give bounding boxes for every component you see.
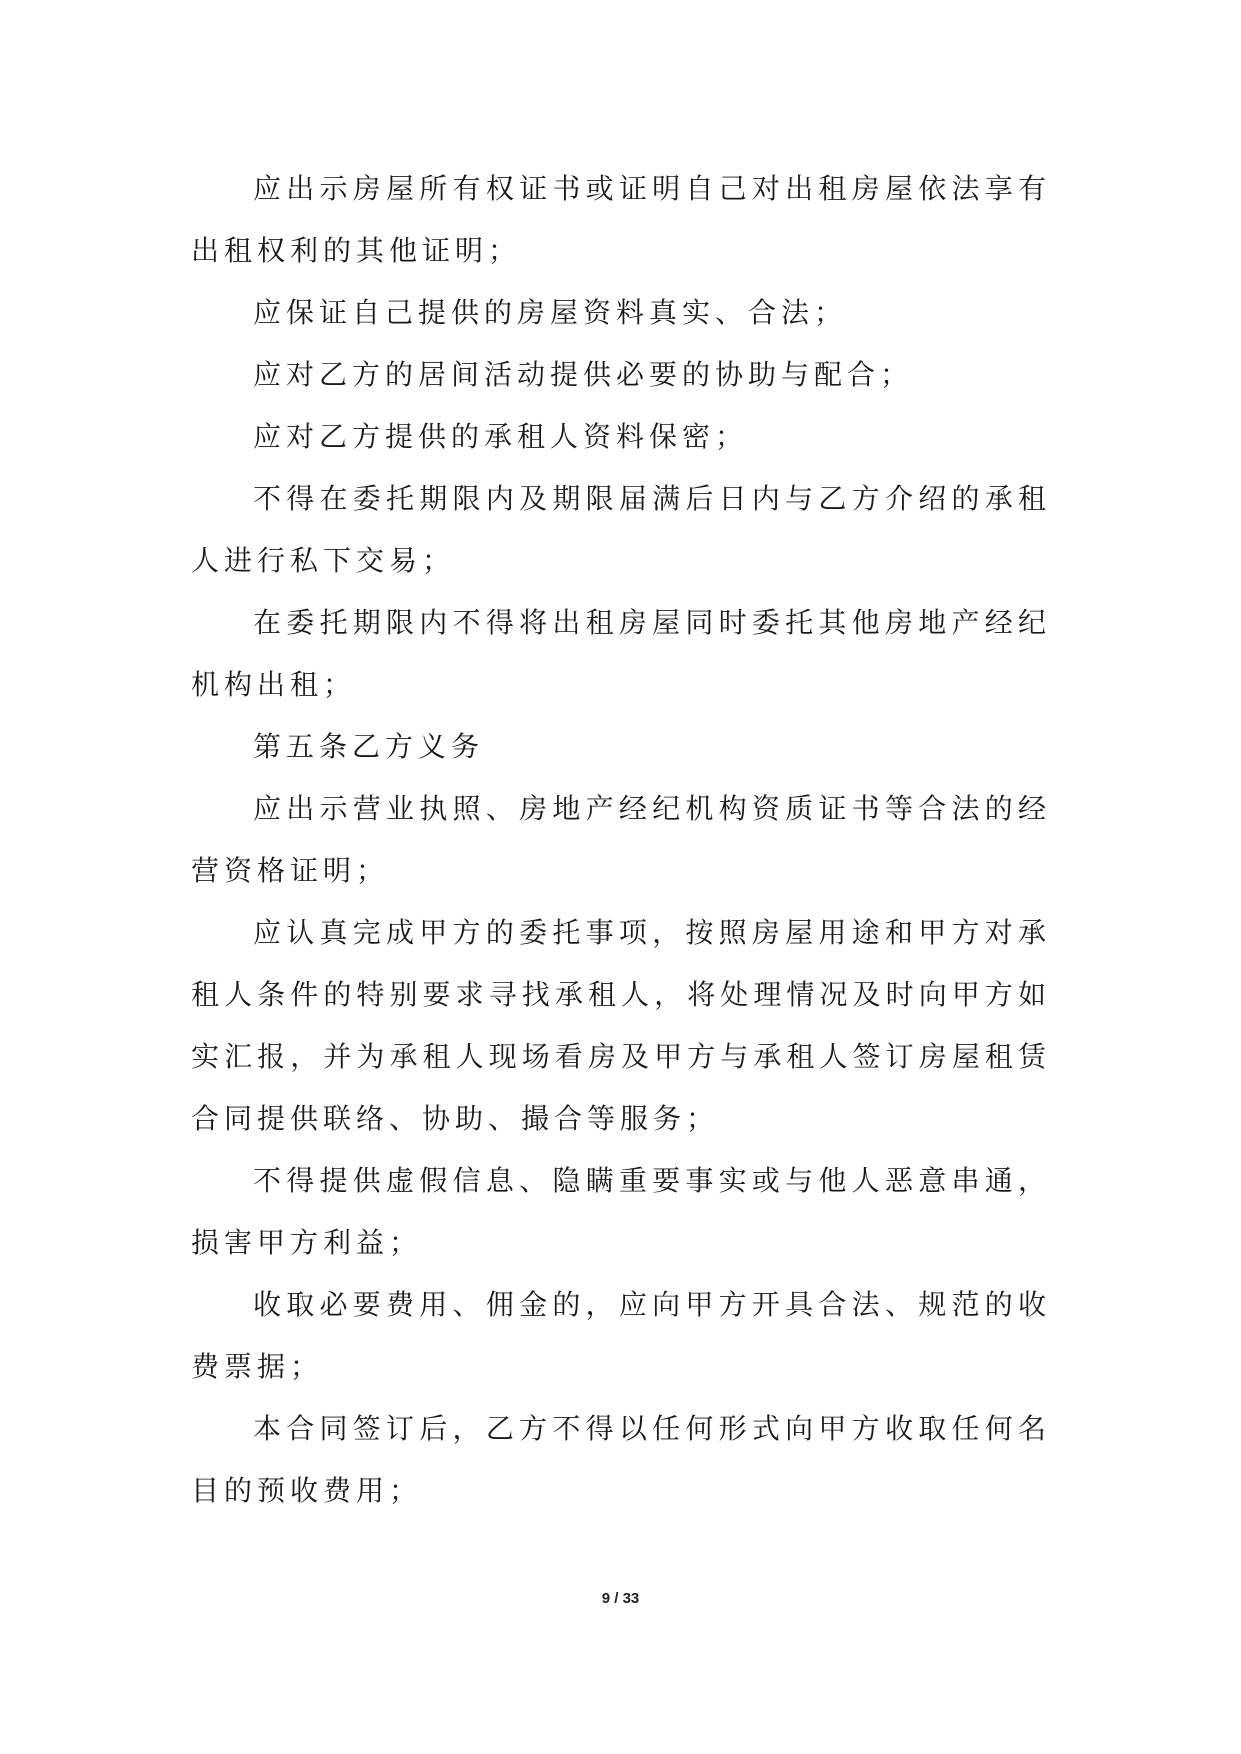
paragraph: 不得在委托期限内及期限届满后日内与乙方介绍的承租人进行私下交易； bbox=[191, 482, 1051, 577]
paragraph: 在委托期限内不得将出租房屋同时委托其他房地产经纪机构出租； bbox=[191, 606, 1051, 701]
paragraph: 应出示营业执照、房地产经纪机构资质证书等合法的经营资格证明； bbox=[191, 792, 1051, 887]
paragraph: 应对乙方的居间活动提供必要的协助与配合； bbox=[253, 358, 914, 391]
paragraph: 应保证自己提供的房屋资料真实、合法； bbox=[253, 296, 848, 329]
paragraph: 应对乙方提供的承租人资料保密； bbox=[253, 420, 749, 453]
paragraph: 不得提供虚假信息、隐瞒重要事实或与他人恶意串通，损害甲方利益； bbox=[191, 1164, 1051, 1259]
paragraph: 收取必要费用、佣金的，应向甲方开具合法、规范的收费票据； bbox=[191, 1288, 1051, 1383]
page-number: 9 / 33 bbox=[601, 1590, 640, 1607]
paragraph: 应出示房屋所有权证书或证明自己对出租房屋依法享有出租权利的其他证明； bbox=[191, 172, 1051, 267]
paragraph: 本合同签订后，乙方不得以任何形式向甲方收取任何名目的预收费用； bbox=[191, 1412, 1051, 1507]
paragraph: 应认真完成甲方的委托事项，按照房屋用途和甲方对承租人条件的特别要求寻找承租人，将处理情况及时向甲方如实汇报，并为承租人现场看房及甲方与承租人签订房屋租赁合同提供联络、协助、撮合等服务； bbox=[191, 916, 1051, 1135]
section-heading: 第五条乙方义务 bbox=[253, 730, 485, 763]
document-body bbox=[191, 158, 1051, 1522]
